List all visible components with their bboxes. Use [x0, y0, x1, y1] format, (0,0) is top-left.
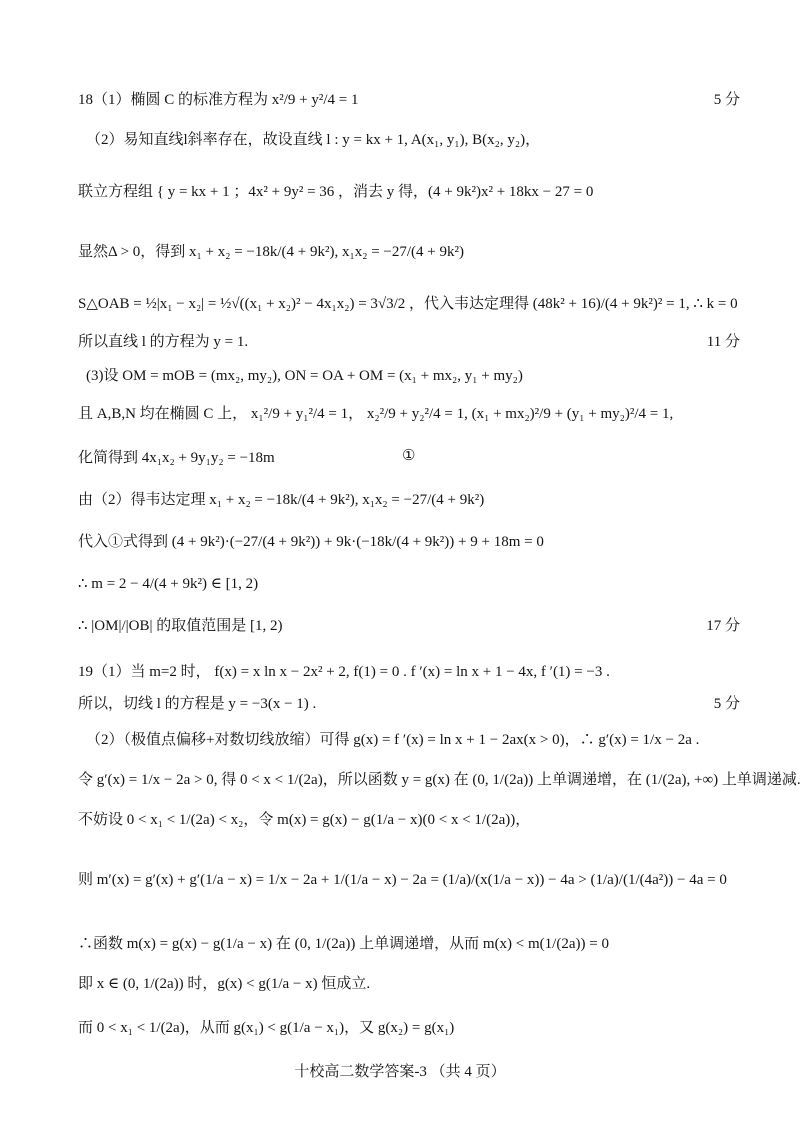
line-monotonic	[78, 768, 801, 789]
line-18-1	[78, 88, 740, 109]
line-on-ellipse	[78, 402, 740, 423]
line-18-3-setup	[86, 364, 740, 385]
line-19-1	[78, 660, 740, 681]
line-18-2-setup	[86, 128, 740, 149]
line-conclusion-2	[78, 330, 740, 351]
line-substitute	[78, 530, 740, 551]
line-holds	[78, 972, 740, 993]
line-text: 代入①式得到 (4 + 9k²)·(−27/(4 + 9k²)) + 9k·(−18k/(4 + 9k²)) + 9 + 18m = 0	[78, 534, 544, 550]
line-area	[78, 292, 740, 313]
line-text: 而 0 < x₁ < 1/(2a)，从而 g(x₁) < g(1/a − x₁)，又 g(x₂) = g(x₁)	[78, 1020, 455, 1036]
line-text: 18（1）椭圆 C 的标准方程为 x²/9 + y²/4 = 1	[78, 92, 359, 108]
line-text: 19（1）当 m=2 时， f(x) = x ln x − 2x² + 2, f(1) = 0 . f ′(x) = ln x + 1 − 4x, f ′(1) = −3 .	[78, 664, 610, 680]
line-19-2-setup	[86, 728, 740, 749]
line-vieta	[78, 240, 740, 261]
line-text: ∴函数 m(x) = g(x) − g(1/a − x) 在 (0, 1/(2a)) 上单调递增，从而 m(x) < m(1/(2a)) = 0	[78, 936, 609, 952]
line-ratio-range	[78, 614, 740, 635]
score-mark: 11 分	[706, 334, 740, 350]
line-tangent	[78, 692, 740, 713]
line-text: 由（2）得韦达定理 x₁ + x₂ = −18k/(4 + 9k²), x₁x₂ = −27/(4 + 9k²)	[78, 492, 485, 508]
line-text: 且 A,B,N 均在椭圆 C 上， x₁²/9 + y₁²/4 = 1， x₂²/9 + y₂²/4 = 1, (x₁ + mx₂)²/9 + (y₁ + my₂)²/4 = 1,	[78, 406, 674, 422]
line-text: ∴ |OM|/|OB| 的取值范围是 [1, 2)	[78, 618, 283, 634]
line-vieta-again	[78, 488, 740, 509]
line-therefore	[78, 1016, 740, 1037]
page-footer: 十校高二数学答案-3 （共 4 页）	[294, 1064, 506, 1080]
line-text: （2）（极值点偏移+对数切线放缩）可得 g(x) = f ′(x) = ln x + 1 − 2ax(x > 0)，∴ g′(x) = 1/x − 2a .	[86, 732, 700, 748]
line-m-range	[78, 574, 740, 593]
line-increasing	[78, 932, 740, 953]
score-mark: 5 分	[713, 696, 740, 712]
line-text: 联立方程组 { y = kx + 1 ；4x² + 9y² = 36 ，消去 y 得，(4 + 9k²)x² + 18kx − 27 = 0	[78, 184, 594, 200]
line-text: （2）易知直线l斜率存在，故设直线 l : y = kx + 1, A(x₁, y₁), B(x₂, y₂)，	[86, 132, 541, 148]
line-text: (3)设 OM = mOB = (mx₂, my₂), ON = OA + OM = (x₁ + mx₂, y₁ + my₂)	[86, 368, 523, 384]
line-text: 所以直线 l 的方程为 y = 1.	[78, 334, 249, 350]
line-text: 即 x ∈ (0, 1/(2a)) 时，g(x) < g(1/a − x) 恒成立.	[78, 976, 371, 992]
line-text: 所以，切线 l 的方程是 y = −3(x − 1) .	[78, 696, 317, 712]
score-mark: 17 分	[706, 618, 740, 634]
line-text: S△OAB = ½|x₁ − x₂| = ½√((x₁ + x₂)² − 4x₁x₂) = 3√3/2 ，代入韦达定理得 (48k² + 16)/(4 + 9k²)² = 1, ∴ k = 0	[78, 296, 738, 312]
line-derivative	[78, 868, 740, 889]
line-assume	[78, 808, 740, 829]
line-text: 不妨设 0 < x₁ < 1/(2a) < x₂，令 m(x) = g(x) − g(1/a − x)(0 < x < 1/(2a))，	[78, 812, 531, 828]
line-text: 化简得到 4x₁x₂ + 9y₁y₂ = −18m	[78, 450, 275, 466]
line-text: 显然Δ > 0，得到 x₁ + x₂ = −18k/(4 + 9k²), x₁x₂ = −27/(4 + 9k²)	[78, 244, 464, 260]
equation-marker: ①	[402, 448, 416, 464]
line-text: ∴ m = 2 − 4/(4 + 9k²) ∈ [1, 2)	[78, 576, 259, 592]
score-mark: 5 分	[713, 92, 740, 108]
line-system	[78, 180, 740, 201]
line-text: 令 g′(x) = 1/x − 2a > 0, 得 0 < x < 1/(2a)，所以函数 y = g(x) 在 (0, 1/(2a)) 上单调递增，在 (1/(2a), +∞) 上单调递减.	[78, 772, 801, 788]
line-text: 则 m′(x) = g′(x) + g′(1/a − x) = 1/x − 2a + 1/(1/a − x) − 2a = (1/a)/(x(1/a − x)) − 4a > (1/a)/(1/(4a²)) − 4a = 0	[78, 872, 727, 888]
